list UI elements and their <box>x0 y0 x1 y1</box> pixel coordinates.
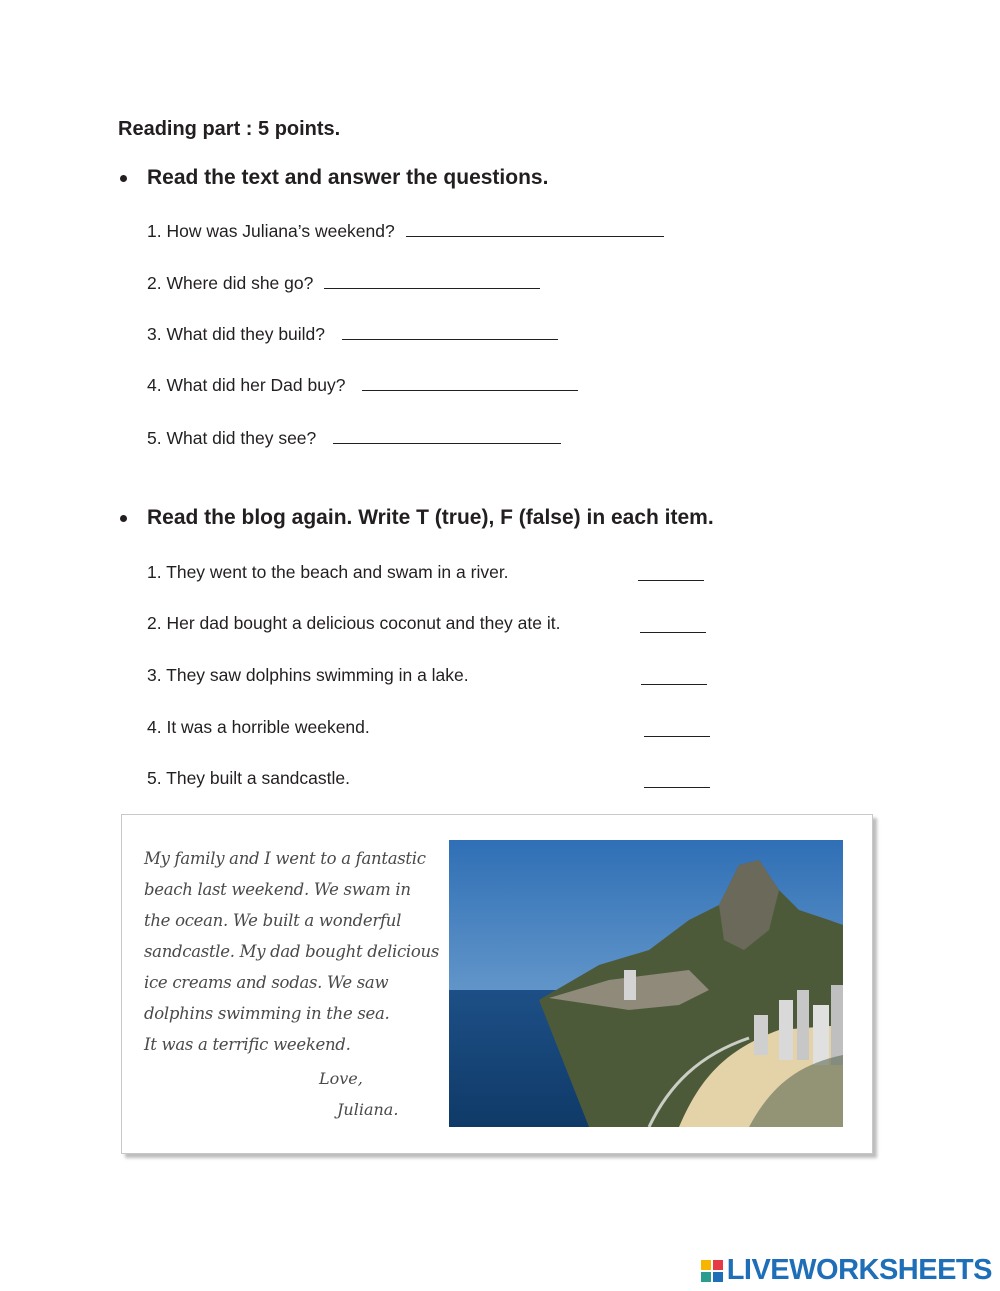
question-2-text: 2. Where did she go? <box>147 273 314 293</box>
answer-blank-1[interactable] <box>406 222 664 237</box>
logo-text: LIVEWORKSHEETS <box>726 1254 992 1286</box>
tf-blank-5[interactable] <box>644 786 710 788</box>
blog-signature: Juliana. <box>337 1100 399 1119</box>
question-4-text: 4. What did her Dad buy? <box>147 375 346 395</box>
question-1 <box>147 221 664 242</box>
blog-line: My family and I went to a fantastic <box>144 849 426 868</box>
section-1-instruction-text: Read the text and answer the questions. <box>147 166 549 189</box>
blog-line: the ocean. We built a wonderful <box>144 911 402 930</box>
page-title: Reading part : 5 points. <box>118 118 341 140</box>
section-1-instruction <box>118 166 548 190</box>
blog-line: beach last weekend. We swam in <box>144 880 411 899</box>
answer-blank-5[interactable] <box>333 429 561 444</box>
question-3-text: 3. What did they build? <box>147 324 326 344</box>
blog-line: dolphins swimming in the sea. <box>144 1004 390 1023</box>
tf-item-1: 1. They went to the beach and swam in a river. <box>147 562 509 582</box>
logo-blocks-icon <box>701 1260 723 1282</box>
question-5 <box>147 428 561 449</box>
section-2-instruction <box>118 506 714 530</box>
tf-item-5: 5. They built a sandcastle. <box>147 768 350 788</box>
blog-card <box>121 814 873 1154</box>
tf-item-3: 3. They saw dolphins swimming in a lake. <box>147 665 469 685</box>
beach-photo <box>449 840 843 1127</box>
question-4 <box>147 375 578 396</box>
section-2-instruction-text: Read the blog again. Write T (true), F (false) in each item. <box>147 506 714 529</box>
question-3 <box>147 324 558 345</box>
tf-blank-1[interactable] <box>638 579 704 581</box>
bullet-icon <box>120 515 127 522</box>
answer-blank-2[interactable] <box>324 274 540 289</box>
tf-item-2: 2. Her dad bought a delicious coconut and they ate it. <box>147 613 561 633</box>
answer-blank-3[interactable] <box>342 325 558 340</box>
question-1-text: 1. How was Juliana’s weekend? <box>147 221 395 241</box>
tf-blank-3[interactable] <box>641 683 707 685</box>
answer-blank-4[interactable] <box>362 376 578 391</box>
question-5-text: 5. What did they see? <box>147 428 317 448</box>
tf-item-4: 4. It was a horrible weekend. <box>147 717 370 737</box>
liveworksheets-logo <box>701 1254 992 1287</box>
blog-closing: Love, <box>319 1069 363 1088</box>
blog-line: sandcastle. My dad bought delicious <box>144 942 439 961</box>
tf-blank-4[interactable] <box>644 735 710 737</box>
blog-text <box>144 843 444 1060</box>
question-2 <box>147 273 540 294</box>
beach-photo-illustration <box>449 840 843 1127</box>
tf-blank-2[interactable] <box>640 631 706 633</box>
blog-line: It was a terrific weekend. <box>144 1035 351 1054</box>
blog-line: ice creams and sodas. We saw <box>144 973 389 992</box>
bullet-icon <box>120 175 127 182</box>
